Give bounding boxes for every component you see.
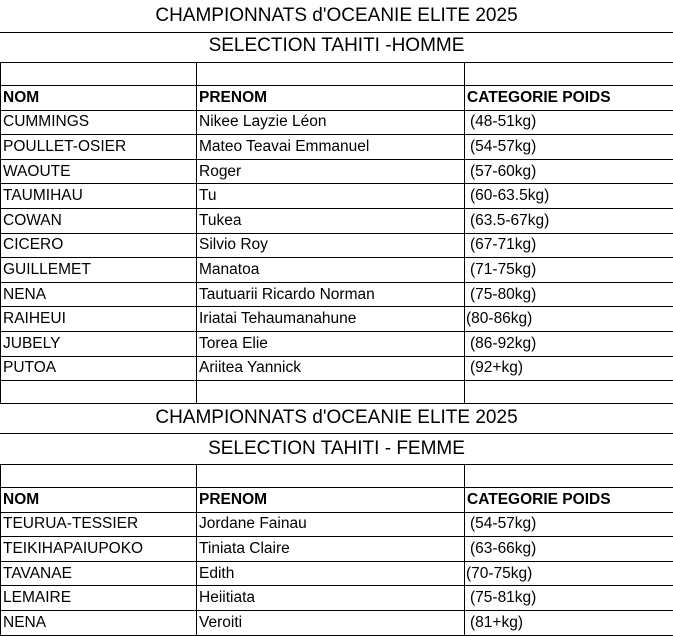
- cell-prenom: Silvio Roy: [197, 233, 465, 258]
- table-row: [1, 135, 673, 160]
- table-row: [1, 356, 673, 381]
- cell-nom: TAVANAE: [1, 561, 197, 586]
- cell-nom: TEURUA-TESSIER: [1, 512, 197, 537]
- cell-nom: JUBELY: [1, 331, 197, 356]
- cell-prenom: Tukea: [197, 208, 465, 233]
- header-nom: NOM: [1, 86, 197, 111]
- cell-categorie: (67-71kg): [465, 233, 673, 258]
- table-row: [1, 586, 673, 611]
- cell-prenom: Nikee Layzie Léon: [197, 110, 465, 135]
- women-subtitle: SELECTION TAHITI - FEMME: [0, 437, 673, 461]
- men-subtitle: SELECTION TAHITI -HOMME: [0, 34, 673, 58]
- table-blank-row: [1, 63, 673, 86]
- cell-nom: WAOUTE: [1, 159, 197, 184]
- women-title-divider: [0, 433, 673, 434]
- table-row: [1, 512, 673, 537]
- table-row: [1, 110, 673, 135]
- cell-categorie: (63.5-67kg): [465, 208, 673, 233]
- table-row: [1, 331, 673, 356]
- table-row: [1, 561, 673, 586]
- cell-nom: LEMAIRE: [1, 586, 197, 611]
- cell-categorie: (75-80kg): [465, 282, 673, 307]
- cell-prenom: Roger: [197, 159, 465, 184]
- cell-categorie: (63-66kg): [465, 537, 673, 562]
- cell-categorie: (75-81kg): [465, 586, 673, 611]
- cell-nom: GUILLEMET: [1, 258, 197, 283]
- table-row: [1, 159, 673, 184]
- women-table: [0, 464, 673, 636]
- cell-nom: TEIKIHAPAIUPOKO: [1, 537, 197, 562]
- cell-nom: NENA: [1, 282, 197, 307]
- cell-categorie: (80-86kg): [465, 307, 673, 332]
- table-header-row: [1, 488, 673, 513]
- header-prenom: PRENOM: [197, 86, 465, 111]
- table-row: [1, 282, 673, 307]
- cell-prenom: Tu: [197, 184, 465, 209]
- men-table: [0, 62, 673, 404]
- table-row: [1, 208, 673, 233]
- table-header-row: [1, 86, 673, 111]
- table-blank-row: [1, 381, 673, 404]
- cell-categorie: (86-92kg): [465, 331, 673, 356]
- cell-prenom: Tiniata Claire: [197, 537, 465, 562]
- cell-categorie: (48-51kg): [465, 110, 673, 135]
- cell-categorie: (54-57kg): [465, 512, 673, 537]
- table-row: [1, 307, 673, 332]
- cell-nom: CICERO: [1, 233, 197, 258]
- cell-nom: TAUMIHAU: [1, 184, 197, 209]
- cell-nom: POULLET-OSIER: [1, 135, 197, 160]
- cell-prenom: Manatoa: [197, 258, 465, 283]
- cell-categorie: (92+kg): [465, 356, 673, 381]
- table-row: [1, 233, 673, 258]
- table-row: [1, 537, 673, 562]
- table-blank-row: [1, 465, 673, 488]
- cell-prenom: Edith: [197, 561, 465, 586]
- cell-nom: PUTOA: [1, 356, 197, 381]
- table-row: [1, 258, 673, 283]
- cell-prenom: Ariitea Yannick: [197, 356, 465, 381]
- table-row: [1, 184, 673, 209]
- cell-categorie: (54-57kg): [465, 135, 673, 160]
- cell-categorie: (81+kg): [465, 610, 673, 635]
- cell-categorie: (71-75kg): [465, 258, 673, 283]
- men-title: CHAMPIONNATS d'OCEANIE ELITE 2025: [0, 4, 673, 28]
- header-categorie: CATEGORIE POIDS: [465, 86, 673, 111]
- cell-prenom: Torea Elie: [197, 331, 465, 356]
- cell-prenom: Tautuarii Ricardo Norman: [197, 282, 465, 307]
- cell-categorie: (57-60kg): [465, 159, 673, 184]
- table-row: [1, 610, 673, 635]
- cell-prenom: Mateo Teavai Emmanuel: [197, 135, 465, 160]
- cell-prenom: Veroiti: [197, 610, 465, 635]
- cell-prenom: Jordane Fainau: [197, 512, 465, 537]
- cell-categorie: (70-75kg): [465, 561, 673, 586]
- header-categorie: CATEGORIE POIDS: [465, 488, 673, 513]
- cell-nom: RAIHEUI: [1, 307, 197, 332]
- men-title-divider: [0, 32, 673, 33]
- cell-prenom: Iriatai Tehaumanahune: [197, 307, 465, 332]
- header-nom: NOM: [1, 488, 197, 513]
- header-prenom: PRENOM: [197, 488, 465, 513]
- cell-categorie: (60-63.5kg): [465, 184, 673, 209]
- cell-nom: NENA: [1, 610, 197, 635]
- cell-nom: CUMMINGS: [1, 110, 197, 135]
- cell-prenom: Heiitiata: [197, 586, 465, 611]
- women-title: CHAMPIONNATS d'OCEANIE ELITE 2025: [0, 406, 673, 430]
- cell-nom: COWAN: [1, 208, 197, 233]
